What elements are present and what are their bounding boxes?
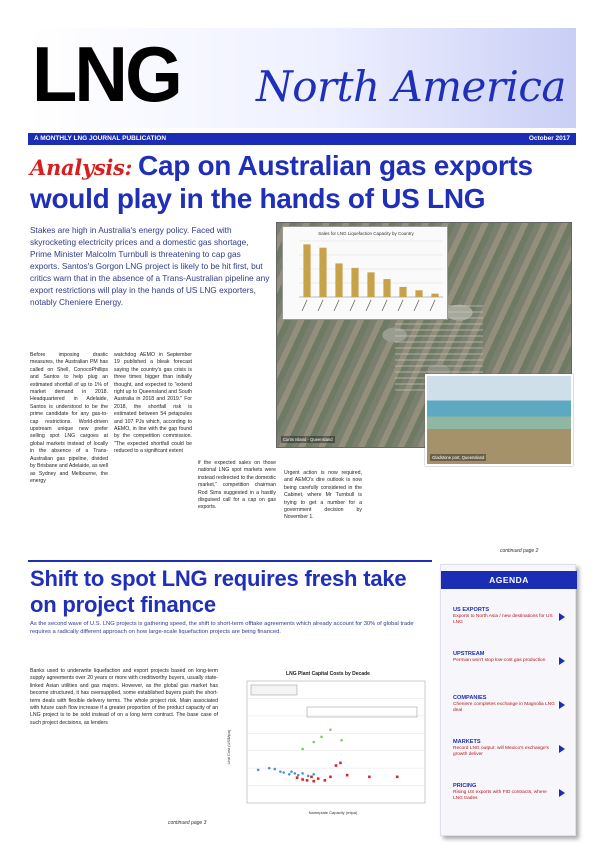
lead-column-3: if the expected sales on those national LNG spot markets were instead redirected to the domestic market," competition chairman Rod Sims suggested in a hastily disguised call for a cap on gas exports. bbox=[198, 460, 276, 511]
scatter-point bbox=[301, 772, 304, 775]
scatter-point bbox=[310, 776, 313, 779]
scatter-point bbox=[301, 748, 304, 751]
tick-label bbox=[414, 300, 419, 311]
tick-label bbox=[302, 300, 307, 311]
second-continued: continued page 3 bbox=[168, 820, 207, 826]
agenda-text: Cheniere completes exchange in Magnolia LNG deal bbox=[453, 702, 555, 714]
capacity-bar-chart-svg bbox=[283, 227, 449, 321]
masthead-strap bbox=[28, 133, 576, 145]
photo-caption: Curtis Island - Queensland bbox=[283, 437, 333, 442]
scatter-point bbox=[324, 779, 327, 782]
scatter-point bbox=[368, 776, 371, 779]
tick-label bbox=[350, 300, 355, 311]
logo-lng: LNG bbox=[32, 30, 180, 118]
tick-label bbox=[382, 300, 387, 311]
lead-kicker: Analysis: bbox=[30, 155, 133, 180]
masthead bbox=[28, 28, 576, 128]
lead-continued: continued page 2 bbox=[500, 548, 539, 554]
inset-photo-caption: Gladstone port, Queensland bbox=[432, 455, 485, 460]
scatter-point bbox=[268, 767, 271, 770]
lead-column-1: Before imposing drastic measures, the Australian PM has called on Shell, ConocoPhillips and Santos to help plug an estimated shortfall of up to 1% of market demand in 2018. Headquartered in Adelaide, Santos is understood to be the prime candidate for any gas-to-cap restrictions. World-driven upstream unique new prefer selling spot LNG cargoes at global markets instead of locally in the absence of a Trans-Australian gas pipeline, divided by Brisbane and Adelaide, as well as Sydney and Melbourne, the energy bbox=[30, 352, 108, 484]
capacity-bar-chart bbox=[282, 226, 448, 320]
agenda-section: COMPANIES bbox=[453, 695, 487, 701]
scatter-point bbox=[335, 764, 338, 767]
scatter-point bbox=[297, 774, 300, 777]
bar bbox=[415, 290, 422, 297]
scatter-xlabel: Nameplate Capacity (mtpa) bbox=[308, 810, 358, 815]
agenda-item[interactable] bbox=[453, 651, 565, 664]
tick-label bbox=[318, 300, 323, 311]
issue-date: October 2017 bbox=[528, 135, 570, 142]
logo-north-america: North America bbox=[256, 62, 566, 111]
lead-headline-text: Cap on Australian gas exports would play in the hands of US LNG bbox=[30, 150, 533, 214]
scatter-point bbox=[329, 776, 332, 779]
bar bbox=[431, 294, 438, 297]
scatter-point bbox=[282, 771, 285, 774]
lead-column-2: watchdog AEMO in September 19 published a bleak forecast saying the country's gas crisis is three times bigger than initially thought, and expected to "extend right up to Queensland and South Australia in 2018 and 2019." For 2018, the shortfall risk is estimated between 54 petajoules and 107 PJs which, according to AEMO, in line with the gap found by the competition commission. "The expected shortfall could be reduced to a significant extent bbox=[114, 352, 192, 455]
bar bbox=[367, 272, 374, 297]
scatter-point bbox=[274, 768, 277, 771]
section-rule bbox=[28, 560, 432, 562]
plot-area bbox=[247, 681, 425, 803]
agenda-section: US EXPORTS bbox=[453, 607, 490, 613]
bar bbox=[399, 287, 406, 297]
scatter-point bbox=[339, 762, 342, 765]
bar-chart-title: Sales for LNG Liquefaction Capacity by Country bbox=[318, 231, 414, 236]
lead-standfirst: Stakes are high in Australia's energy policy. Faced with skyrocketing electricity prices and a domestic gas shortage, Prime Minister Malcolm Turnbull is threatening to cap gas exports. Santos's Gorgon LNG project is likely to be hit first, but critics warn that in the absence of a Trans-Australian pipeline any export restrictions will play in the hands of US LNG exporters, notably Cheniere Energy. bbox=[30, 225, 270, 307]
capex-scatter-svg bbox=[225, 667, 431, 817]
arrow-right-icon bbox=[559, 789, 565, 797]
scatter-point bbox=[290, 770, 293, 773]
agenda-item[interactable] bbox=[453, 695, 565, 714]
arrow-right-icon bbox=[559, 657, 565, 665]
second-headline: Shift to spot LNG requires fresh take on project finance bbox=[30, 566, 407, 617]
scatter-point bbox=[329, 729, 332, 732]
arrow-right-icon bbox=[559, 701, 565, 709]
bar bbox=[335, 263, 342, 297]
scatter-point bbox=[279, 770, 282, 773]
scatter-title: LNG Plant Capital Costs by Decade bbox=[286, 671, 370, 677]
scatter-point bbox=[346, 774, 349, 777]
scatter-point bbox=[317, 777, 320, 780]
second-column-1: Banks used to underwrite liquefaction and export projects based on long-term supply agreements over 20 years or more with creditworthy buyers, usually state-linked Asian utilities and gas majors. However, as the global gas market has become structured, it has oversupplied, some established buyers push the short-term deals with flexible delivery terms. The whole project risk. Main associated with future cash flow increase if a greater proportion of the product capacity of an LNG project is to be sold instead of on a long term contract. The base case of such project decisions, as lenders bbox=[30, 668, 218, 726]
lead-headline bbox=[30, 150, 575, 214]
tick-label bbox=[398, 300, 403, 311]
scatter-point bbox=[301, 778, 304, 781]
strap-tagline: A MONTHLY LNG JOURNAL PUBLICATION bbox=[34, 135, 167, 142]
scatter-point bbox=[307, 775, 310, 778]
lead-column-4: Urgent action is now required, and AEMO's dire outlook is now being carefully considered in the Cabinet, where Mr Turnbull is trying to get a number for a government decision by November 1. bbox=[284, 470, 362, 521]
scatter-point bbox=[312, 780, 315, 783]
scatter-ylabel: Unit Cost (US$/tpa) bbox=[226, 729, 231, 765]
legend-box bbox=[251, 685, 297, 695]
coastal-photo bbox=[425, 374, 573, 466]
scatter-point bbox=[306, 779, 309, 782]
arrow-right-icon bbox=[559, 745, 565, 753]
arrow-right-icon bbox=[559, 613, 565, 621]
agenda-section: MARKETS bbox=[453, 739, 481, 745]
scatter-point bbox=[288, 773, 291, 776]
scatter-point bbox=[294, 772, 297, 775]
scatter-point bbox=[312, 773, 315, 776]
scatter-point bbox=[320, 735, 323, 738]
scatter-point bbox=[312, 741, 315, 744]
tick-label bbox=[366, 300, 371, 311]
tick-label bbox=[430, 300, 435, 311]
agenda-item[interactable] bbox=[453, 739, 565, 758]
second-standfirst: As the second wave of U.S. LNG projects is gathering speed, the shift to short-term offtake agreements which already account for 30% of global trade requires a radically different approach on how large-scale liquefaction projects are being financed. bbox=[30, 621, 414, 635]
agenda-section: UPSTREAM bbox=[453, 651, 485, 657]
tick-label bbox=[334, 300, 339, 311]
agenda-title: AGENDA bbox=[441, 571, 577, 589]
bar bbox=[383, 279, 390, 297]
scatter-point bbox=[296, 776, 299, 779]
scatter-point bbox=[340, 739, 343, 742]
agenda-text: Rising US exports with FID contracts, where LNG trades bbox=[453, 790, 547, 802]
agenda-item[interactable] bbox=[453, 783, 565, 802]
agenda-section: PRICING bbox=[453, 783, 477, 789]
capex-scatter-chart bbox=[225, 667, 431, 817]
agenda-item[interactable] bbox=[453, 607, 565, 626]
agenda-text: Record LNG output: will Mexico's exchange's growth deliver bbox=[453, 746, 549, 758]
scatter-point bbox=[257, 769, 260, 772]
agenda-box bbox=[440, 564, 576, 836]
bar bbox=[303, 244, 310, 297]
agenda-text: Permian won't stop low-cost gas production bbox=[453, 658, 546, 663]
bar bbox=[351, 268, 358, 297]
scatter-point bbox=[396, 776, 399, 779]
bar bbox=[319, 248, 326, 297]
agenda-text: Exports to North Asia / new destinations for US LNG bbox=[453, 614, 553, 626]
